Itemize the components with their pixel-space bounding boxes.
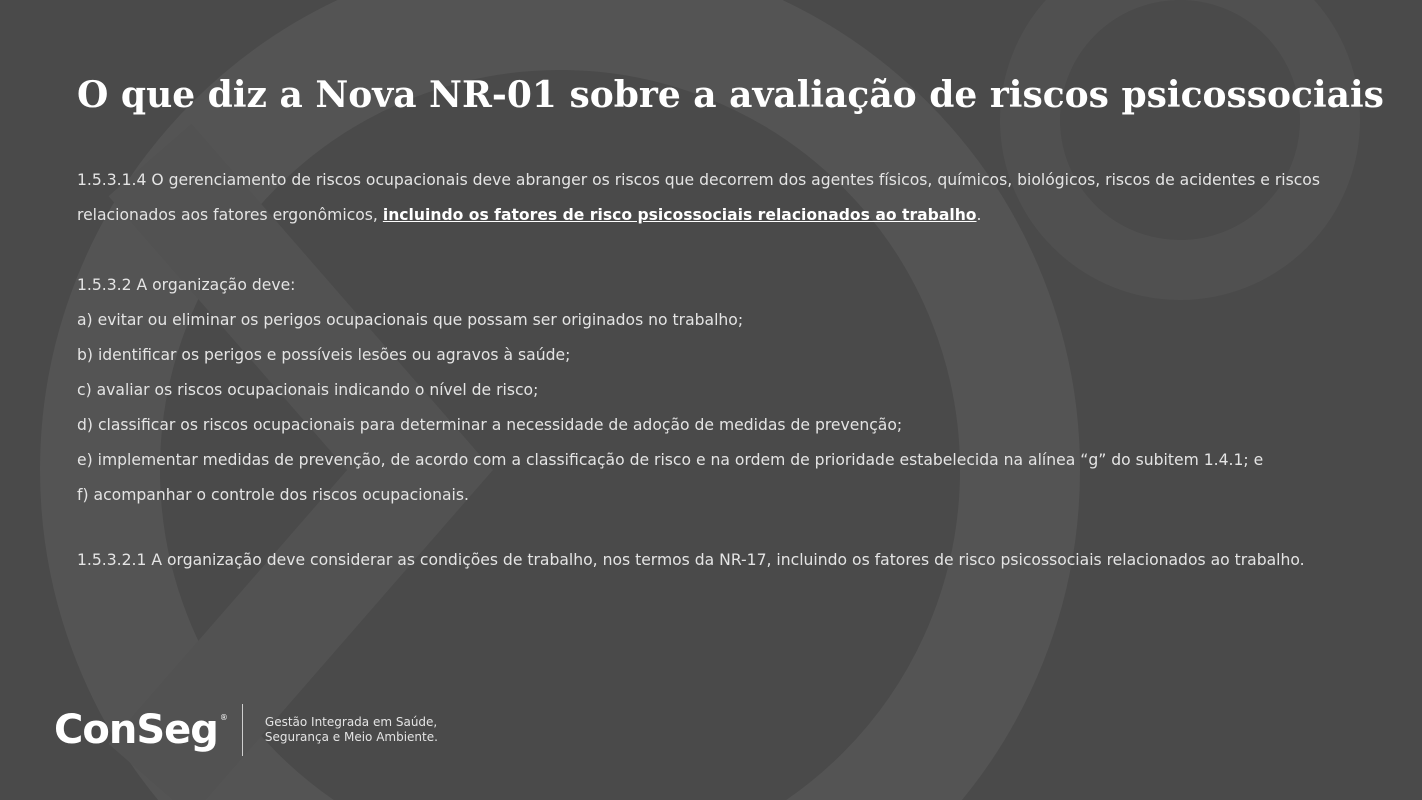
footer-divider bbox=[242, 704, 243, 756]
spacer bbox=[77, 233, 1337, 268]
list-item-e: e) implementar medidas de prevenção, de acordo com a classificação de risco e na ordem de prioridade estabelecida na alínea “g” do subitem 1.4.1; e bbox=[77, 451, 1264, 469]
list-item-d: d) classificar os riscos ocupacionais para determinar a necessidade de adoção de medidas de prevenção; bbox=[77, 416, 903, 434]
company-tagline bbox=[265, 715, 438, 745]
paragraph-end: . bbox=[976, 206, 982, 224]
footer-brand bbox=[54, 700, 438, 760]
spacer bbox=[77, 513, 1337, 543]
document-body bbox=[77, 163, 1337, 578]
list-item-c: c) avaliar os riscos ocupacionais indicando o nível de risco; bbox=[77, 381, 539, 399]
page-title: O que diz a Nova NR-01 sobre a avaliação de riscos psicossociais bbox=[77, 74, 1384, 116]
list-item-a: a) evitar ou eliminar os perigos ocupacionais que possam ser originados no trabalho; bbox=[77, 311, 744, 329]
logo-text: ConSeg bbox=[54, 707, 218, 753]
registered-mark-icon: ® bbox=[219, 713, 228, 722]
emphasized-text: incluindo os fatores de risco psicossociais relacionados ao trabalho bbox=[382, 206, 977, 224]
paragraph-text: 1.5.3.1.4 O gerenciamento de riscos ocupacionais deve abranger os riscos que decorrem dos agentes físicos, químicos, biológicos, riscos de acidentes e riscos relacionados aos fatores ergonômicos, bbox=[77, 171, 1320, 224]
section-heading-1-5-3-2: 1.5.3.2 A organização deve: bbox=[77, 276, 296, 294]
list-item-f: f) acompanhar o controle dos riscos ocupacionais. bbox=[77, 486, 469, 504]
paragraph-1-5-3-2-1: 1.5.3.2.1 A organização deve considerar as condições de trabalho, nos termos da NR-17, incluindo os fatores de risco psicossociais relacionados ao trabalho. bbox=[77, 551, 1305, 569]
paragraph-1-5-3-1-4 bbox=[77, 163, 1337, 233]
tagline-line-1: Gestão Integrada em Saúde, bbox=[264, 715, 438, 729]
list-item-b: b) identificar os perigos e possíveis lesões ou agravos à saúde; bbox=[77, 346, 571, 364]
conseg-logo bbox=[54, 707, 228, 753]
tagline-line-2: Segurança e Meio Ambiente. bbox=[264, 730, 438, 744]
